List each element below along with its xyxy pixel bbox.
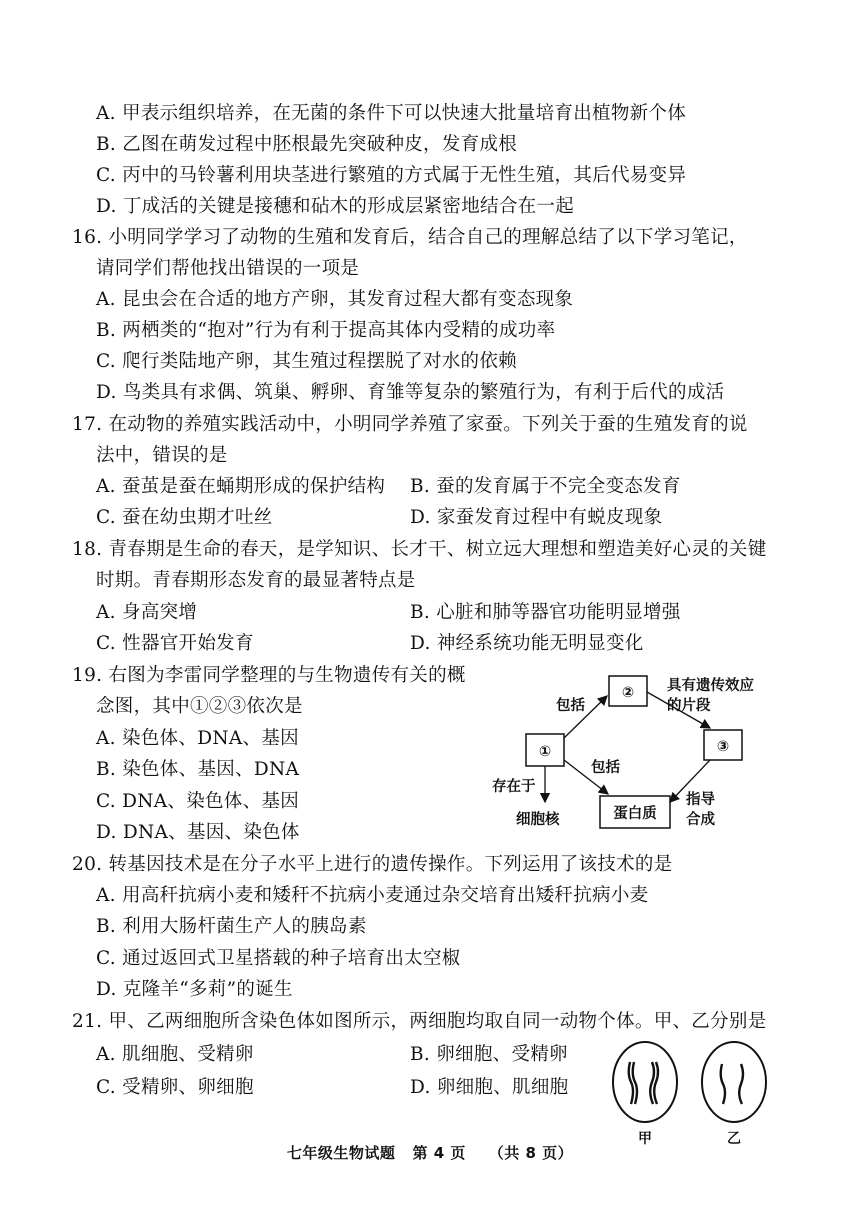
q21-option-c: C. 受精卵、卵细胞 — [96, 1077, 254, 1098]
q19-option-c: C. DNA、染色体、基因 — [96, 791, 300, 812]
q18-stem-line2: 时期。青春期形态发育的最显著特点是 — [96, 570, 416, 591]
q18-option-c: C. 性器官开始发育 — [96, 633, 254, 654]
q20-option-a: A. 用高秆抗病小麦和矮秆不抗病小麦通过杂交培育出矮秆抗病小麦 — [96, 885, 649, 906]
diagram-label-include-mid: 包括 — [591, 760, 620, 776]
q16-option-b: B. 两栖类的“抱对”行为有利于提高其体内受精的成功率 — [96, 320, 556, 341]
footer-total: （共 8 页） — [488, 1144, 574, 1162]
diagram-label-nucleus: 细胞核 — [516, 812, 560, 828]
cell-jia — [613, 1042, 677, 1122]
q21-cell-figures — [600, 1040, 780, 1150]
q15-option-d: D. 丁成活的关键是接穗和砧木的形成层紧密地结合在一起 — [96, 196, 575, 217]
q18-option-d: D. 神经系统功能无明显变化 — [410, 633, 644, 654]
q20-option-d: D. 克隆羊“多莉”的诞生 — [96, 979, 293, 1000]
q15-option-a: A. 甲表示组织培养，在无菌的条件下可以快速大批量培育出植物新个体 — [96, 103, 687, 124]
diagram-label-guide: 指导 — [686, 792, 715, 808]
footer-subject: 七年级生物试题 — [286, 1144, 396, 1162]
q18-option-a: A. 身高突增 — [96, 602, 198, 623]
q19-stem-line1: 19. 右图为李雷同学整理的与生物遗传有关的概 — [72, 665, 466, 686]
diagram-box-1-text: ① — [538, 744, 552, 760]
q17-option-c: C. 蚕在幼虫期才吐丝 — [96, 507, 273, 528]
diagram-label-include-top: 包括 — [556, 698, 585, 714]
cell-jia-label: 甲 — [638, 1131, 652, 1147]
q21-option-b: B. 卵细胞、受精卵 — [410, 1044, 568, 1065]
diagram-box-3-text: ③ — [716, 739, 730, 755]
q20-option-b: B. 利用大肠杆菌生产人的胰岛素 — [96, 916, 367, 937]
q18-stem-line1: 18. 青春期是生命的春天，是学知识、长才干、树立远大理想和塑造美好心灵的关键 — [72, 539, 767, 560]
q17-option-a: A. 蚕茧是蚕在蛹期形成的保护结构 — [96, 476, 386, 497]
q17-option-b: B. 蚕的发育属于不完全变态发育 — [410, 476, 681, 497]
q21-option-a: A. 肌细胞、受精卵 — [96, 1044, 254, 1065]
q19-option-b: B. 染色体、基因、DNA — [96, 759, 300, 780]
q16-option-a: A. 昆虫会在合适的地方产卵，其发育过程大都有变态现象 — [96, 289, 574, 310]
diagram-label-synthesis: 合成 — [686, 812, 715, 828]
q19-stem-line2: 念图，其中①②③依次是 — [96, 696, 303, 717]
cell-yi — [702, 1042, 766, 1122]
q21-option-d: D. 卵细胞、肌细胞 — [410, 1077, 569, 1098]
diagram-box-protein-text: 蛋白质 — [613, 806, 657, 822]
diagram-box-2-text: ② — [621, 685, 635, 701]
page-footer — [0, 1142, 860, 1163]
q19-concept-diagram — [470, 660, 800, 835]
q16-stem-line1: 16. 小明同学学习了动物的生殖和发育后，结合自己的理解总结了以下学习笔记， — [72, 227, 748, 248]
q21-stem: 21. 甲、乙两细胞所含染色体如图所示，两细胞均取自同一动物个体。甲、乙分别是 — [72, 1011, 767, 1032]
q20-option-c: C. 通过返回式卫星搭载的种子培育出太空椒 — [96, 948, 461, 969]
q20-stem: 20. 转基因技术是在分子水平上进行的遗传操作。下列运用了该技术的是 — [72, 854, 673, 875]
q16-option-c: C. 爬行类陆地产卵，其生殖过程摆脱了对水的依赖 — [96, 351, 517, 372]
q16-stem-line2: 请同学们帮他找出错误的一项是 — [96, 258, 360, 279]
q16-option-d: D. 鸟类具有求偶、筑巢、孵卵、育雏等复杂的繁殖行为，有利于后代的成活 — [96, 382, 725, 403]
q19-option-a: A. 染色体、DNA、基因 — [96, 728, 299, 749]
q15-option-b: B. 乙图在萌发过程中胚根最先突破种皮，发育成根 — [96, 134, 518, 155]
footer-page: 第 4 页 — [412, 1144, 466, 1162]
q15-option-c: C. 丙中的马铃薯利用块茎进行繁殖的方式属于无性生殖，其后代易变异 — [96, 165, 687, 186]
q18-option-b: B. 心脏和肺等器官功能明显增强 — [410, 602, 681, 623]
diagram-label-exist: 存在于 — [492, 779, 536, 795]
diagram-label-effect-1: 具有遗传效应 — [667, 678, 754, 694]
q17-stem-line1: 17. 在动物的养殖实践活动中，小明同学养殖了家蚕。下列关于蚕的生殖发育的说 — [72, 414, 748, 435]
q17-stem-line2: 法中，错误的是 — [96, 445, 228, 466]
q19-option-d: D. DNA、基因、染色体 — [96, 822, 300, 843]
cell-yi-label: 乙 — [727, 1131, 741, 1147]
q17-option-d: D. 家蚕发育过程中有蜕皮现象 — [410, 507, 663, 528]
diagram-label-effect-2: 的片段 — [667, 698, 711, 714]
